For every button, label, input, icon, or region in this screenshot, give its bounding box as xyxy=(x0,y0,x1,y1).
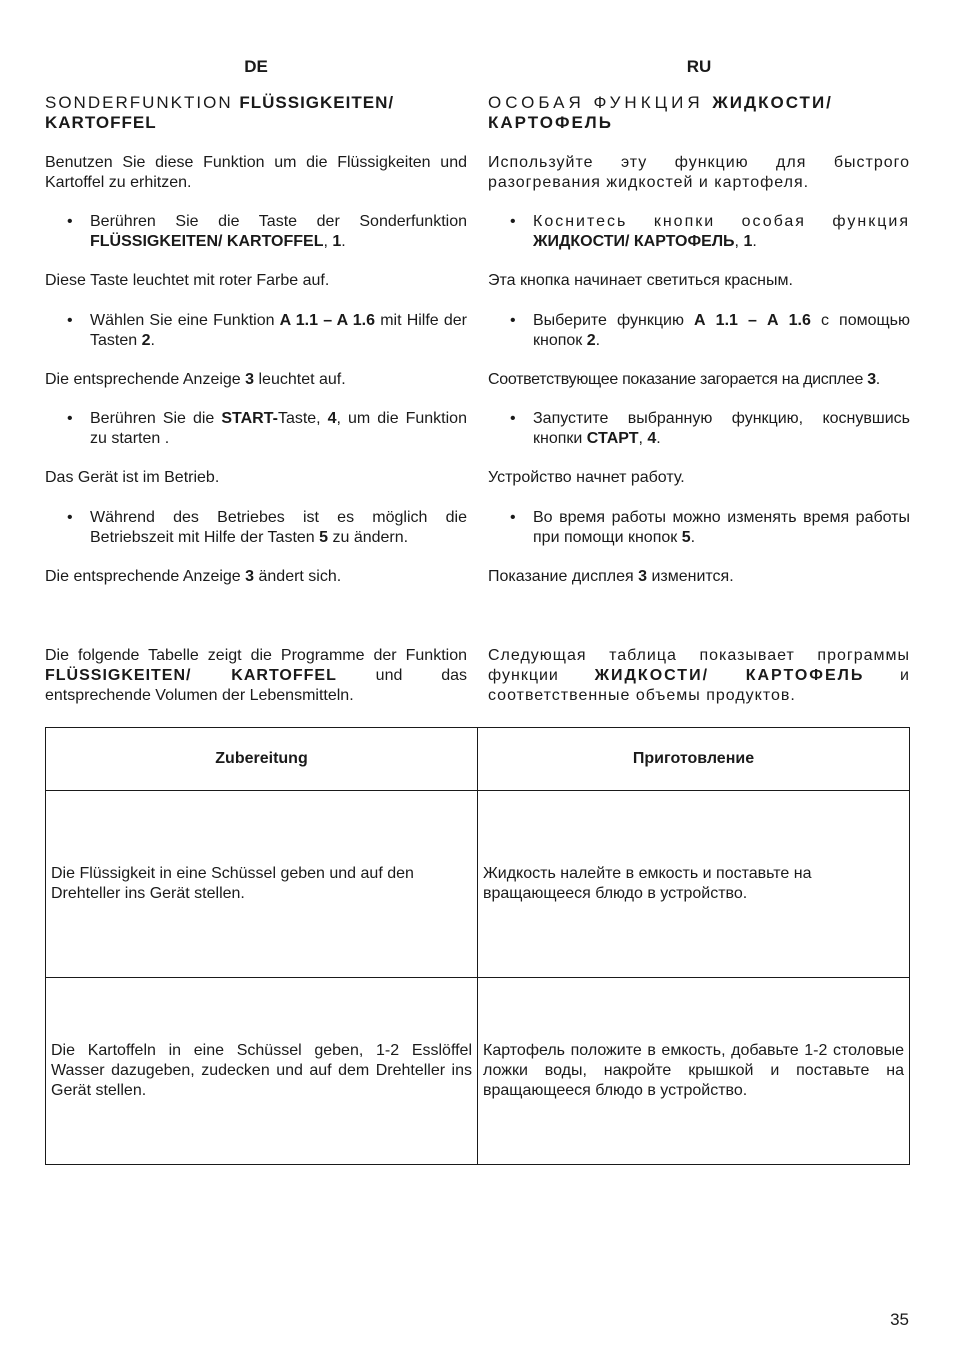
bullet-icon: • xyxy=(510,213,516,230)
text-de-3: Das Gerät ist im Betrieb. xyxy=(45,469,220,486)
preparation-table xyxy=(45,727,910,1165)
intro-de: Benutzen Sie diese Funktion um die Flüssigkeiten und Kartoffel zu erhitzen. xyxy=(45,154,467,191)
table-row xyxy=(46,791,910,978)
language-label-de: DE xyxy=(244,57,268,76)
table-cell-de: Die Kartoffeln in eine Schüssel geben, 1-2 Esslöffel Wasser dazugeben, zudecken und auf dem Drehteller ins Gerät stellen. xyxy=(46,978,478,1165)
text-ru-2: Соответствующее показание загорается на дисплее 3. xyxy=(488,371,880,388)
heading-plain-ru: ОСОБАЯ ФУНКЦИЯ xyxy=(488,93,713,112)
table-header-row xyxy=(46,728,910,791)
bullet-item-ru-4: • Во время работы можно изменять время работы при помощи кнопок 5. xyxy=(510,509,910,546)
heading-plain-de: SONDERFUNKTION xyxy=(45,93,240,112)
page-number: 35 xyxy=(890,1310,909,1329)
section-heading-de xyxy=(45,93,467,133)
table-cell-de: Die Flüssigkeit in eine Schüssel geben und auf den Drehteller ins Gerät stellen. xyxy=(46,791,478,978)
bullet-icon: • xyxy=(510,509,516,526)
bullet-icon: • xyxy=(67,509,73,526)
bullet-icon: • xyxy=(510,410,516,427)
bullet-item-ru-1: • Коснитесь кнопки особая функция ЖИДКОСТИ/ КАРТОФЕЛЬ, 1. xyxy=(510,213,910,250)
bullet-item-de-4: • Während des Betriebes ist es möglich die Betriebszeit mit Hilfe der Tasten 5 zu ändern. xyxy=(67,509,467,546)
table-header-de: Zubereitung xyxy=(46,728,478,791)
table-intro-ru: Следующая таблица показывает программы функции ЖИДКОСТИ/ КАРТОФЕЛЬ и соответственные объемы продуктов. xyxy=(488,647,910,704)
intro-ru: Используйте эту функцию для быстрого разогревания жидкостей и картофеля. xyxy=(488,154,910,191)
bullet-icon: • xyxy=(67,312,73,329)
text-de-4: Die entsprechende Anzeige 3 ändert sich. xyxy=(45,568,342,585)
text-de-2: Die entsprechende Anzeige 3 leuchtet auf. xyxy=(45,371,346,388)
bullet-item-de-3: • Berühren Sie die START-Taste, 4, um die Funktion zu starten . xyxy=(67,410,467,447)
table-header-ru: Приготовление xyxy=(478,728,910,791)
bullet-item-ru-2: • Выберите функцию А 1.1 – А 1.6 с помощью кнопок 2. xyxy=(510,312,910,349)
table-cell-ru: Жидкость налейте в емкость и поставьте на вращающееся блюдо в устройство. xyxy=(478,791,910,978)
table-cell-ru: Картофель положите в емкость, добавьте 1-2 столовые ложки воды, накройте крышкой и поставьте на вращающееся блюдо в устройство. xyxy=(478,978,910,1165)
section-heading-ru xyxy=(488,93,910,133)
bullet-item-ru-3: • Запустите выбранную функцию, коснувшись кнопки СТАРТ, 4. xyxy=(510,410,910,447)
text-ru-1: Эта кнопка начинает светиться красным. xyxy=(488,272,793,289)
text-ru-4: Показание дисплея 3 изменится. xyxy=(488,568,734,585)
table-row xyxy=(46,978,910,1165)
heading-bold-de: FLÜSSIGKEITEN/ KARTOFFEL xyxy=(45,93,395,132)
table-intro-de: Die folgende Tabelle zeigt die Programme der Funktion FLÜSSIGKEITEN/ KARTOFFEL und das entsprechende Volumen der Lebensmitteln. xyxy=(45,647,467,704)
bullet-icon: • xyxy=(510,312,516,329)
bullet-icon: • xyxy=(67,213,73,230)
text-ru-3: Устройство начнет работу. xyxy=(488,469,685,486)
bullet-item-de-2: • Wählen Sie eine Funktion A 1.1 – A 1.6 mit Hilfe der Tasten 2. xyxy=(67,312,467,349)
text-de-1: Diese Taste leuchtet mit roter Farbe auf. xyxy=(45,272,330,289)
bullet-item-de-1: • Berühren Sie die Taste der Sonderfunktion FLÜSSIGKEITEN/ KARTOFFEL, 1. xyxy=(67,213,467,250)
heading-bold-ru: ЖИДКОСТИ/ КАРТОФЕЛЬ xyxy=(488,93,833,132)
bullet-icon: • xyxy=(67,410,73,427)
language-label-ru: RU xyxy=(686,57,712,76)
